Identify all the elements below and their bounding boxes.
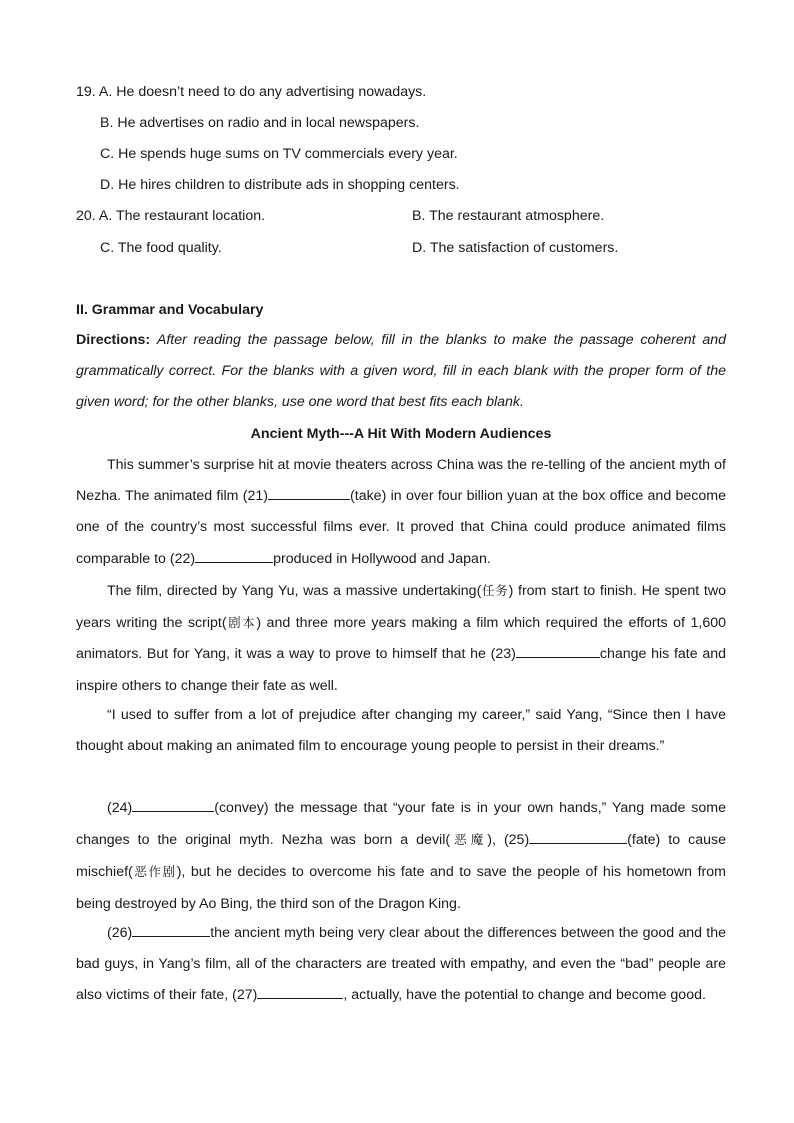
question-20-number: 20. (76, 208, 96, 224)
blank-25[interactable] (529, 830, 627, 844)
blank-27[interactable] (257, 985, 343, 999)
question-20-option-c: C. The food quality. (100, 240, 222, 256)
question-19-number: 19. (76, 84, 96, 100)
passage-paragraph-3: “I used to suffer from a lot of prejudice after changing my career,” said Yang, “Since then I have thought about making an animated film to encourage young people to persist in their dreams.” (76, 707, 726, 755)
blank-26[interactable] (132, 923, 210, 937)
question-20-option-b: B. The restaurant atmosphere. (412, 208, 605, 224)
blank-number-26: (26) (107, 925, 133, 941)
blank-21[interactable] (268, 486, 350, 500)
question-19-option-a: 19. A. He doesn’t need to do any advertising nowadays. (76, 84, 427, 100)
question-19-option-b: B. He advertises on radio and in local newspapers. (100, 115, 420, 131)
passage-paragraph-5: (26) the ancient myth being very clear about the differences between the good and the bad guys, in Yang’s film, all of the characters are treated with empathy, and even the “bad” people are also victims of their fate, (27) , actually, have the potential to change and become good. (76, 925, 726, 1004)
chinese-gloss-mischief: 恶作剧 (132, 864, 177, 880)
blank-number-24: (24) (107, 800, 133, 816)
question-19-option-c: C. He spends huge sums on TV commercials every year. (100, 146, 458, 162)
passage-title: Ancient Myth---A Hit With Modern Audiences (250, 426, 552, 442)
question-19-option-d: D. He hires children to distribute ads in shopping centers. (100, 177, 460, 193)
directions-text: After reading the passage below, fill in the blanks to make the passage coherent and grammatically correct. For the blanks with a given word, fill in each blank with the proper form of the given word; for the other blanks, use one word that best fits each blank. (76, 332, 726, 411)
question-20-option-a: 20. A. The restaurant location. (76, 208, 266, 224)
passage-paragraph-1: This summer’s surprise hit at movie theaters across China was the re-telling of the ancient myth of Nezha. The animated film (21) (take) in over four billion yuan at the box office and become one of the country’s most successful films ever. It proved that China could produce animated films comparable to (22) produced in Hollywood and Japan. (76, 457, 726, 567)
blank-number-22: (22) (169, 550, 196, 567)
blank-number-23: (23) (490, 646, 516, 663)
chinese-gloss-task: 任务 (481, 583, 509, 598)
section-heading: II. Grammar and Vocabulary (76, 302, 264, 318)
chinese-gloss-script: 剧本 (226, 615, 257, 631)
chinese-gloss-devil: 恶魔 (450, 832, 488, 848)
directions-label: Directions: (76, 332, 151, 348)
blank-23[interactable] (516, 644, 600, 658)
blank-number-27: (27) (232, 987, 258, 1004)
passage-paragraph-4: (24) (convey) the message that “your fate is in your own hands,” Yang made some changes to the original myth. Nezha was born a devil(恶魔), (25) (fate) to cause mischief(恶作剧), but he decides to overcome his fate and to save the people of his hometown from being destroyed by Ao Bing, the third son of the Dragon King. (76, 800, 726, 912)
blank-22[interactable] (195, 549, 273, 563)
blank-number-21: (21) (242, 488, 269, 505)
blank-number-25: (25) (503, 832, 530, 849)
directions (76, 325, 726, 419)
passage-paragraph-2: The film, directed by Yang Yu, was a massive undertaking(任务) from start to finish. He spent two years writing the script(剧本) and three more years making a film which required the efforts of 1,600 animators. But for Yang, it was a way to prove to himself that he (23) change his fate and inspire others to change their fate as well. (76, 583, 726, 694)
blank-24[interactable] (132, 798, 214, 812)
question-20-option-d: D. The satisfaction of customers. (412, 240, 619, 256)
